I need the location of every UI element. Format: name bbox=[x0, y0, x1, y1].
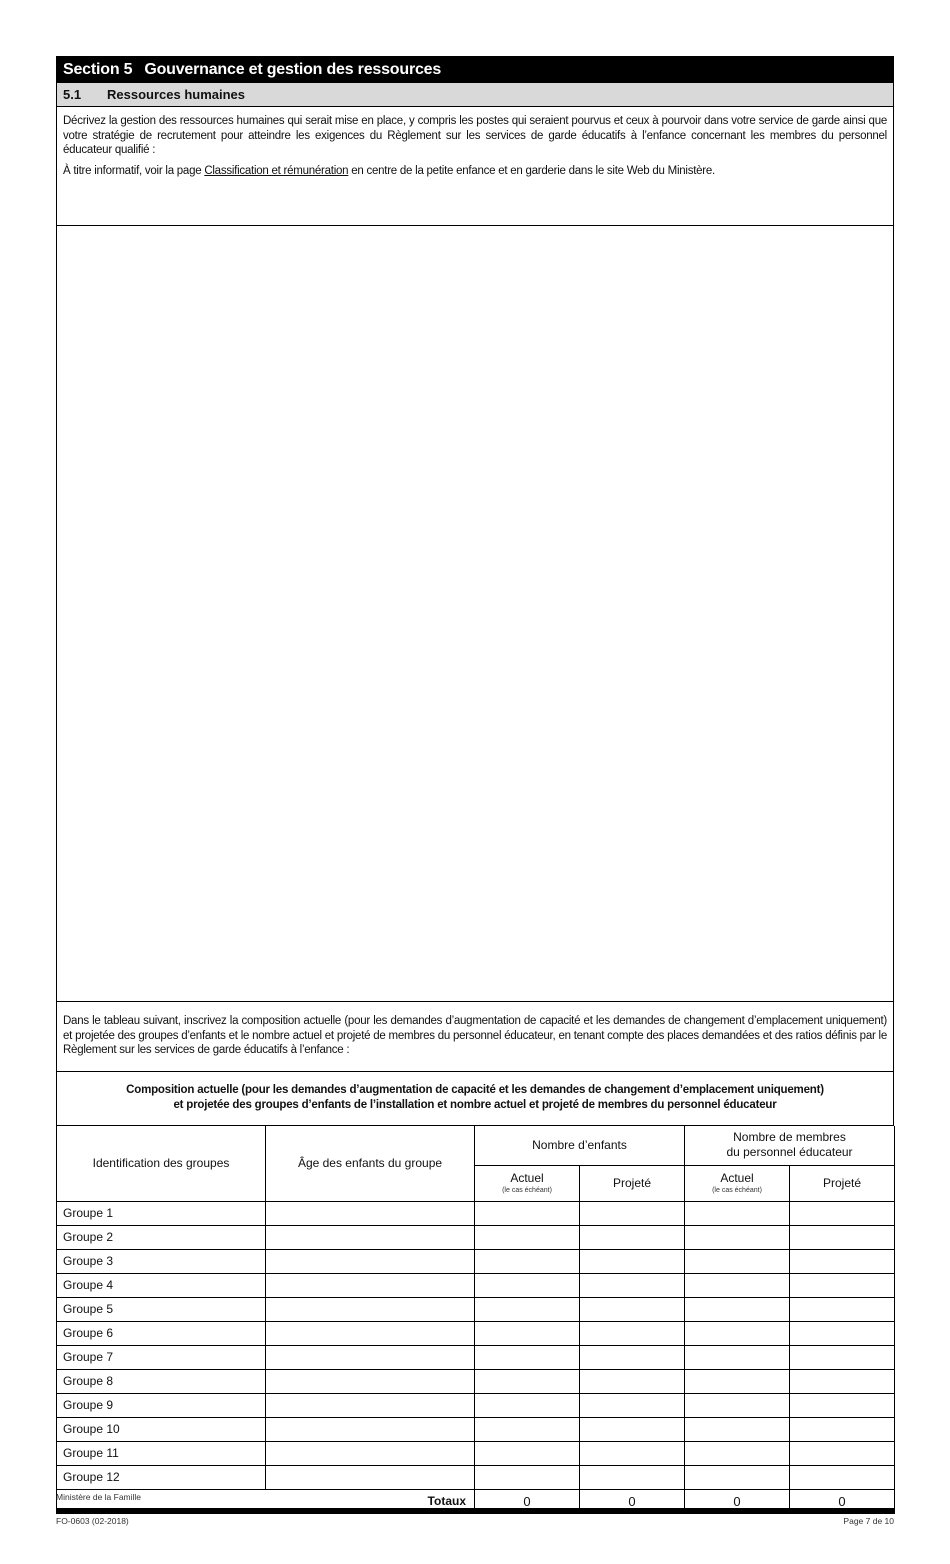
staff-actual-cell[interactable] bbox=[685, 1393, 790, 1417]
staff-actual-cell[interactable] bbox=[685, 1417, 790, 1441]
table-row bbox=[57, 1393, 895, 1417]
staff-actual-input[interactable] bbox=[691, 1370, 789, 1392]
children-projected-input[interactable] bbox=[586, 1250, 684, 1272]
table-row bbox=[57, 1417, 895, 1441]
children-projected-cell[interactable] bbox=[580, 1369, 685, 1393]
children-actual-input[interactable] bbox=[481, 1346, 579, 1368]
age-cell[interactable] bbox=[266, 1201, 475, 1225]
children-actual-input[interactable] bbox=[481, 1370, 579, 1392]
staff-actual-input[interactable] bbox=[691, 1274, 789, 1296]
group-label: Groupe 7 bbox=[57, 1345, 266, 1369]
totals-label: Totaux bbox=[57, 1489, 475, 1513]
intro-paragraph: Décrivez la gestion des ressources humaines qui serait mise en place, y compris les postes qui seraient pourvus et ceux à pourvoir dans votre service de garde ainsi que votre stratégie de recrutement pour atteindre les exigences du Règlement sur les services de garde éducatifs à l’enfance concernant les membres du personnel éducateur qualifié : bbox=[63, 115, 887, 156]
staff-projected-cell[interactable] bbox=[790, 1321, 895, 1345]
page-number: Page 7 de 10 bbox=[843, 1516, 894, 1526]
children-actual-input[interactable] bbox=[481, 1250, 579, 1272]
age-input[interactable] bbox=[272, 1322, 474, 1344]
group-label: Groupe 9 bbox=[57, 1393, 266, 1417]
staff-projected-cell[interactable] bbox=[790, 1417, 895, 1441]
age-input[interactable] bbox=[272, 1370, 474, 1392]
children-actual-cell[interactable] bbox=[475, 1441, 580, 1465]
age-cell[interactable] bbox=[266, 1297, 475, 1321]
children-projected-cell[interactable] bbox=[580, 1321, 685, 1345]
staff-projected-input[interactable] bbox=[796, 1250, 894, 1272]
age-input[interactable] bbox=[272, 1442, 474, 1464]
staff-projected-input[interactable] bbox=[796, 1466, 894, 1488]
total-staff-projected: 0 bbox=[790, 1489, 895, 1513]
group-label: Groupe 12 bbox=[57, 1465, 266, 1489]
section-title: Gouvernance et gestion des ressources bbox=[144, 61, 442, 78]
children-actual-input[interactable] bbox=[481, 1202, 579, 1224]
table-caption bbox=[56, 1072, 894, 1126]
staff-actual-input[interactable] bbox=[691, 1394, 789, 1416]
info-paragraph bbox=[63, 164, 887, 179]
children-projected-cell[interactable] bbox=[580, 1345, 685, 1369]
children-projected-input[interactable] bbox=[586, 1418, 684, 1440]
subheader-staff-actual bbox=[685, 1165, 790, 1201]
children-actual-cell[interactable] bbox=[475, 1201, 580, 1225]
staff-actual-input[interactable] bbox=[691, 1322, 789, 1344]
children-projected-input[interactable] bbox=[586, 1466, 684, 1488]
intro-text bbox=[56, 107, 894, 226]
staff-projected-input[interactable] bbox=[796, 1274, 894, 1296]
children-actual-cell[interactable] bbox=[475, 1345, 580, 1369]
age-input[interactable] bbox=[272, 1202, 474, 1224]
staff-actual-input[interactable] bbox=[691, 1202, 789, 1224]
age-cell[interactable] bbox=[266, 1369, 475, 1393]
staff-projected-input[interactable] bbox=[796, 1322, 894, 1344]
age-input[interactable] bbox=[272, 1466, 474, 1488]
staff-projected-cell[interactable] bbox=[790, 1201, 895, 1225]
age-cell[interactable] bbox=[266, 1393, 475, 1417]
staff-actual-input[interactable] bbox=[691, 1250, 789, 1272]
staff-projected-input[interactable] bbox=[796, 1418, 894, 1440]
footer-row bbox=[56, 1516, 894, 1526]
hr-description-textarea[interactable] bbox=[56, 226, 894, 1002]
staff-actual-cell[interactable] bbox=[685, 1321, 790, 1345]
age-input[interactable] bbox=[272, 1298, 474, 1320]
children-projected-cell[interactable] bbox=[580, 1417, 685, 1441]
staff-actual-cell[interactable] bbox=[685, 1441, 790, 1465]
age-cell[interactable] bbox=[266, 1465, 475, 1489]
age-input[interactable] bbox=[272, 1274, 474, 1296]
subsection-header bbox=[56, 83, 894, 107]
table-row bbox=[57, 1201, 895, 1225]
children-projected-cell[interactable] bbox=[580, 1441, 685, 1465]
age-cell[interactable] bbox=[266, 1345, 475, 1369]
staff-actual-cell[interactable] bbox=[685, 1225, 790, 1249]
age-input[interactable] bbox=[272, 1226, 474, 1248]
actual-label: Actuel bbox=[720, 1171, 754, 1185]
age-input[interactable] bbox=[272, 1418, 474, 1440]
subsection-title: Ressources humaines bbox=[107, 87, 246, 102]
children-projected-cell[interactable] bbox=[580, 1225, 685, 1249]
staff-projected-input[interactable] bbox=[796, 1346, 894, 1368]
group-label: Groupe 10 bbox=[57, 1417, 266, 1441]
children-projected-input[interactable] bbox=[586, 1202, 684, 1224]
staff-actual-cell[interactable] bbox=[685, 1273, 790, 1297]
section-header bbox=[56, 56, 894, 83]
footer-rule bbox=[56, 1508, 894, 1514]
age-input[interactable] bbox=[272, 1394, 474, 1416]
staff-projected-input[interactable] bbox=[796, 1226, 894, 1248]
age-cell[interactable] bbox=[266, 1321, 475, 1345]
table-row bbox=[57, 1321, 895, 1345]
staff-projected-cell[interactable] bbox=[790, 1249, 895, 1273]
table-row bbox=[57, 1249, 895, 1273]
staff-actual-cell[interactable] bbox=[685, 1465, 790, 1489]
group-label: Groupe 2 bbox=[57, 1225, 266, 1249]
staff-actual-input[interactable] bbox=[691, 1466, 789, 1488]
staff-projected-cell[interactable] bbox=[790, 1393, 895, 1417]
staff-projected-cell[interactable] bbox=[790, 1297, 895, 1321]
table-row bbox=[57, 1465, 895, 1489]
age-cell[interactable] bbox=[266, 1273, 475, 1297]
staff-projected-cell[interactable] bbox=[790, 1273, 895, 1297]
staff-projected-input[interactable] bbox=[796, 1394, 894, 1416]
table-row bbox=[57, 1441, 895, 1465]
subheader-children-projected: Projeté bbox=[580, 1165, 685, 1201]
staff-projected-input[interactable] bbox=[796, 1298, 894, 1320]
table-instructions: Dans le tableau suivant, inscrivez la composition actuelle (pour les demandes d’augmentation de capacité et les demandes de changement d’emplacement uniquement) et projetée des groupes d’enfants et le nombre actuel et projeté de membres du personnel éducateur, en tenant compte des places demandées et des ratios définis par le Règlement sur les services de garde éducatifs à l’enfance : bbox=[56, 1002, 894, 1072]
children-actual-cell[interactable] bbox=[475, 1249, 580, 1273]
children-projected-input[interactable] bbox=[586, 1370, 684, 1392]
children-projected-cell[interactable] bbox=[580, 1201, 685, 1225]
staff-actual-cell[interactable] bbox=[685, 1369, 790, 1393]
children-actual-input[interactable] bbox=[481, 1226, 579, 1248]
age-input[interactable] bbox=[272, 1346, 474, 1368]
staff-actual-cell[interactable] bbox=[685, 1201, 790, 1225]
age-cell[interactable] bbox=[266, 1441, 475, 1465]
children-projected-input[interactable] bbox=[586, 1442, 684, 1464]
age-input[interactable] bbox=[272, 1250, 474, 1272]
group-label: Groupe 1 bbox=[57, 1201, 266, 1225]
actual-note: (le cas échéant) bbox=[712, 1187, 762, 1194]
caption-line-2: et projetée des groupes d’enfants de l’installation et nombre actuel et projeté de membres du personnel éducateur bbox=[173, 1099, 777, 1111]
staff-actual-input[interactable] bbox=[691, 1418, 789, 1440]
children-actual-input[interactable] bbox=[481, 1394, 579, 1416]
group-label: Groupe 3 bbox=[57, 1249, 266, 1273]
classification-link[interactable]: Classification et rémunération bbox=[204, 164, 349, 177]
staff-projected-input[interactable] bbox=[796, 1370, 894, 1392]
col-header-group-id: Identification des groupes bbox=[57, 1126, 266, 1201]
children-projected-cell[interactable] bbox=[580, 1297, 685, 1321]
table-row bbox=[57, 1369, 895, 1393]
children-projected-cell[interactable] bbox=[580, 1393, 685, 1417]
children-actual-input[interactable] bbox=[481, 1442, 579, 1464]
children-projected-input[interactable] bbox=[586, 1394, 684, 1416]
staff-actual-input[interactable] bbox=[691, 1226, 789, 1248]
ministry-name: Ministère de la Famille bbox=[56, 1492, 142, 1502]
children-projected-cell[interactable] bbox=[580, 1465, 685, 1489]
age-cell[interactable] bbox=[266, 1249, 475, 1273]
staff-actual-cell[interactable] bbox=[685, 1249, 790, 1273]
children-projected-input[interactable] bbox=[586, 1298, 684, 1320]
children-actual-cell[interactable] bbox=[475, 1321, 580, 1345]
children-actual-cell[interactable] bbox=[475, 1417, 580, 1441]
caption-line-1: Composition actuelle (pour les demandes d’augmentation de capacité et les demandes de changement d’emplacement uniquement) bbox=[126, 1084, 824, 1096]
children-actual-input[interactable] bbox=[481, 1466, 579, 1488]
total-children-actual: 0 bbox=[475, 1489, 580, 1513]
table-row bbox=[57, 1297, 895, 1321]
staff-projected-cell[interactable] bbox=[790, 1369, 895, 1393]
actual-label: Actuel bbox=[510, 1171, 544, 1185]
staff-header-line-2: du personnel éducateur bbox=[726, 1145, 853, 1160]
form-code: FO-0603 (02-2018) bbox=[56, 1516, 129, 1526]
total-staff-actual: 0 bbox=[685, 1489, 790, 1513]
staff-projected-input[interactable] bbox=[796, 1202, 894, 1224]
staff-projected-cell[interactable] bbox=[790, 1345, 895, 1369]
group-label: Groupe 8 bbox=[57, 1369, 266, 1393]
staff-header-line-1: Nombre de membres bbox=[733, 1130, 846, 1145]
page-footer bbox=[56, 1492, 894, 1526]
staff-projected-cell[interactable] bbox=[790, 1465, 895, 1489]
info-prefix: À titre informatif, voir la page bbox=[63, 164, 205, 177]
children-projected-input[interactable] bbox=[586, 1226, 684, 1248]
children-actual-input[interactable] bbox=[481, 1418, 579, 1440]
children-actual-cell[interactable] bbox=[475, 1393, 580, 1417]
actual-note: (le cas échéant) bbox=[502, 1187, 552, 1194]
info-suffix: en centre de la petite enfance et en garderie dans le site Web du Ministère. bbox=[348, 164, 715, 177]
children-projected-input[interactable] bbox=[586, 1274, 684, 1296]
staff-actual-cell[interactable] bbox=[685, 1345, 790, 1369]
col-header-staff bbox=[685, 1126, 895, 1165]
children-actual-cell[interactable] bbox=[475, 1465, 580, 1489]
staff-projected-cell[interactable] bbox=[790, 1441, 895, 1465]
children-projected-input[interactable] bbox=[586, 1322, 684, 1344]
children-actual-input[interactable] bbox=[481, 1298, 579, 1320]
table-row bbox=[57, 1345, 895, 1369]
children-actual-cell[interactable] bbox=[475, 1369, 580, 1393]
age-cell[interactable] bbox=[266, 1225, 475, 1249]
children-projected-input[interactable] bbox=[586, 1346, 684, 1368]
col-header-age: Âge des enfants du groupe bbox=[266, 1126, 475, 1201]
section-number: Section 5 bbox=[63, 61, 133, 78]
staff-actual-cell[interactable] bbox=[685, 1297, 790, 1321]
table-row bbox=[57, 1273, 895, 1297]
children-actual-cell[interactable] bbox=[475, 1225, 580, 1249]
total-children-projected: 0 bbox=[580, 1489, 685, 1513]
staff-projected-cell[interactable] bbox=[790, 1225, 895, 1249]
form-page bbox=[56, 56, 894, 1514]
group-label: Groupe 4 bbox=[57, 1273, 266, 1297]
children-actual-input[interactable] bbox=[481, 1322, 579, 1344]
group-label: Groupe 5 bbox=[57, 1297, 266, 1321]
group-label: Groupe 11 bbox=[57, 1441, 266, 1465]
staff-projected-input[interactable] bbox=[796, 1442, 894, 1464]
groups-table bbox=[56, 1126, 895, 1514]
children-actual-cell[interactable] bbox=[475, 1273, 580, 1297]
staff-actual-input[interactable] bbox=[691, 1298, 789, 1320]
children-actual-input[interactable] bbox=[481, 1274, 579, 1296]
subheader-children-actual bbox=[475, 1165, 580, 1201]
children-projected-cell[interactable] bbox=[580, 1273, 685, 1297]
children-projected-cell[interactable] bbox=[580, 1249, 685, 1273]
group-label: Groupe 6 bbox=[57, 1321, 266, 1345]
staff-actual-input[interactable] bbox=[691, 1346, 789, 1368]
table-row bbox=[57, 1225, 895, 1249]
col-header-children: Nombre d’enfants bbox=[475, 1126, 685, 1165]
subsection-number: 5.1 bbox=[63, 87, 82, 102]
staff-actual-input[interactable] bbox=[691, 1442, 789, 1464]
subheader-staff-projected: Projeté bbox=[790, 1165, 895, 1201]
children-actual-cell[interactable] bbox=[475, 1297, 580, 1321]
age-cell[interactable] bbox=[266, 1417, 475, 1441]
